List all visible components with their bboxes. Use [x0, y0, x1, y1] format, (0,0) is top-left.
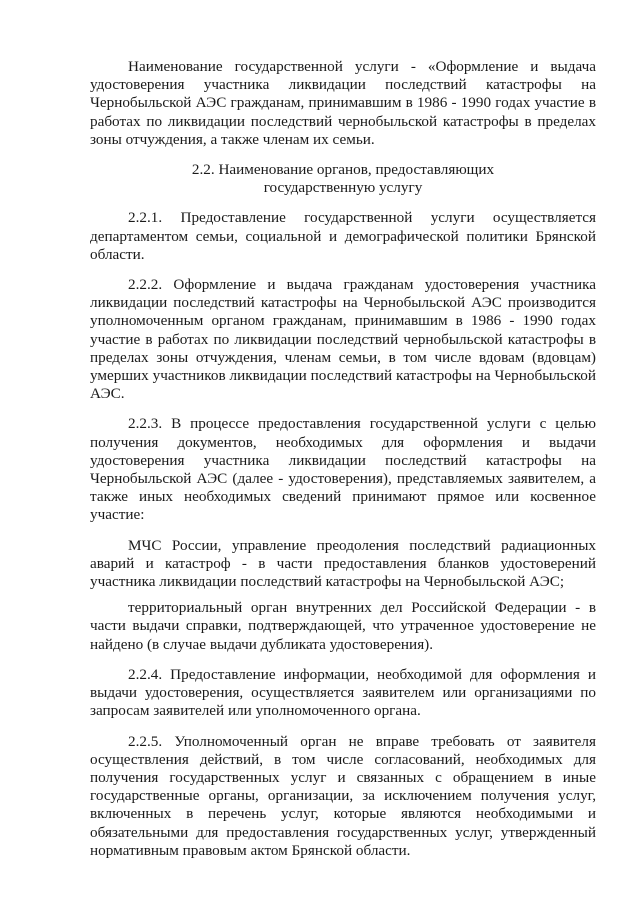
intro-paragraph: Наименование государственной услуги - «Оформление и выдача удостоверения участника ликвидации последствий катастрофы на Чернобыльской АЭС гражданам, принимавшим в 1986 - 1990 годах участие в работах по ликвидации последствий чернобыльской катастрофы в пределах зоны отчуждения, а также членам их семьи.: [90, 58, 596, 148]
section-heading-line2: государственную услугу: [263, 179, 423, 197]
paragraph-2-2-3-mchs: МЧС России, управление преодоления последствий радиационных аварий и катастроф - в части предоставления бланков удостоверений участника ликвидации последствий катастрофы на Чернобыльской АЭС;: [90, 536, 596, 591]
paragraph-2-2-3-mvd: территориальный орган внутренних дел Российской Федерации - в части выдачи справки, подтверждающей, что утраченное удостоверение не найдено (в случае выдачи дубликата удостоверения).: [90, 599, 596, 653]
paragraph-2-2-4: 2.2.4. Предоставление информации, необходимой для оформления и выдачи удостоверения, осуществляется заявителем или организациями по запросам заявителей или уполномоченного органа.: [90, 665, 596, 720]
section-heading-line1: 2.2. Наименование органов, предоставляющих: [191, 161, 495, 179]
paragraph-2-2-3: 2.2.3. В процессе предоставления государственной услуги с целью получения документов, необходимых для оформления и выдачи удостоверения участника ликвидации последствий катастрофы на Чернобыльской АЭС (далее - удостоверения), представляемых заявителем, а также иных необходимых сведений принимают прямое или косвенное участие:: [90, 415, 596, 524]
paragraph-2-2-5: 2.2.5. Уполномоченный орган не вправе требовать от заявителя осуществления действий, в том числе согласований, необходимых для получения государственных услуг и связанных с обращением в иные государственные органы, организации, за исключением получения услуг, включенных в перечень услуг, которые являются необходимыми и обязательными для предоставления государственных услуг, утвержденный нормативным правовым актом Брянской области.: [90, 732, 596, 859]
document-page: [90, 58, 596, 860]
paragraph-2-2-1: 2.2.1. Предоставление государственной услуги осуществляется департаментом семьи, социальной и демографической политики Брянской области.: [90, 209, 596, 263]
paragraph-2-2-2: 2.2.2. Оформление и выдача гражданам удостоверения участника ликвидации последствий катастрофы на Чернобыльской АЭС производится уполномоченным органом гражданам, принимавшим в 1986 - 1990 годах участие в работах по ликвидации последствий чернобыльской катастрофы в пределах зоны отчуждения, членам семьи, в том числе вдовам (вдовцам) умерших участников ликвидации последствий катастрофы на Чернобыльской АЭС.: [90, 276, 596, 403]
